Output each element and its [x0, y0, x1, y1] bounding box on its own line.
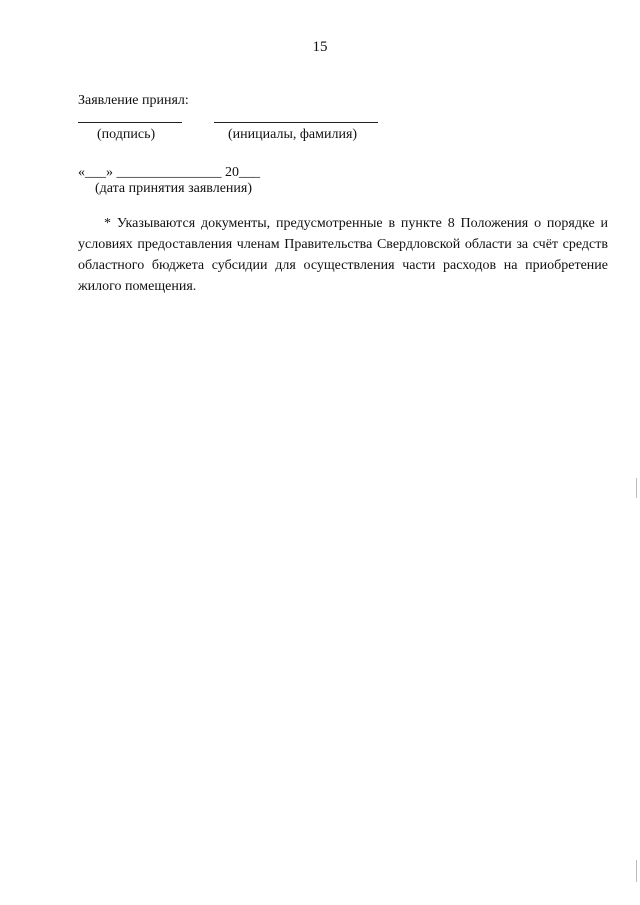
signature-caption: (подпись) — [97, 127, 156, 142]
signature-line — [78, 122, 182, 123]
date-caption: (дата принятия заявления) — [95, 181, 253, 196]
date-line: «___» _______________ 20___ — [78, 165, 260, 180]
scan-edge-mark — [636, 478, 637, 498]
footnote-text: * Указываются документы, предусмотренные в пункте 8 Положения о порядке и условиях предоставления членам Правительства Свердловской области за счёт средств областного бюджета субсидии для осуществления части расходов на приобретение жилого помещения. — [78, 216, 608, 294]
initials-line — [214, 122, 378, 123]
scan-edge-mark — [636, 860, 637, 882]
initials-caption: (инициалы, фамилия) — [228, 127, 358, 142]
accepted-by-label: Заявление принял: — [78, 93, 189, 108]
page-number: 15 — [312, 39, 328, 55]
